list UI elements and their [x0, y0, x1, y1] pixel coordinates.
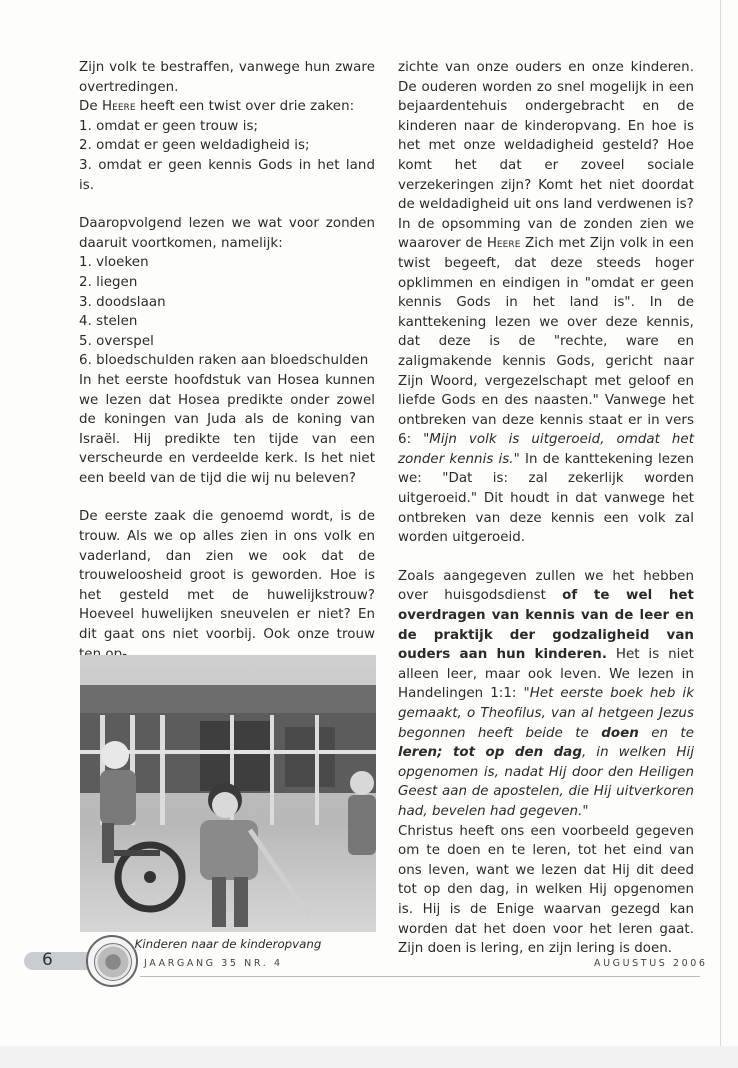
magazine-seal-logo	[86, 935, 138, 987]
left-column	[79, 58, 375, 664]
footer-rule	[140, 976, 700, 977]
heere-small-caps: Heere	[486, 236, 521, 252]
photo-caption: Kinderen naar de kinderopvang	[134, 937, 322, 951]
quote-italic: , in welken Hij opgenomen is, nadat Hij door den Heiligen Geest aan de apostelen, die Hij uitverkoren had, bevelen had gegeven."	[398, 745, 694, 819]
quote-italic: "Het eerste boek heb ik gemaakt, o Theofilus, van al hetgeen Jezus begonnen heeft beide te	[398, 686, 695, 741]
quote-italic: en te	[638, 725, 694, 741]
paragraph-gap	[398, 548, 694, 567]
issue-date: AUGUSTUS 2006	[594, 958, 708, 969]
list-item: 2. liegen	[79, 274, 138, 290]
photo-illustration	[80, 655, 376, 932]
bold-italic-emphasis: doen	[601, 725, 639, 741]
text-run: De	[79, 99, 102, 115]
right-paragraph-3	[398, 567, 694, 822]
heere-small-caps: Heere	[101, 99, 136, 115]
list-item: 3. doodslaan	[79, 294, 166, 310]
list-item: 2. omdat er geen weldadigheid is;	[79, 138, 310, 154]
text-run: Zich met Zijn volk in een twist begeeft, dat deze steeds hoger opklimmen en eindigen in "omdat er geen kennis Gods in het land is". In de kanttekening lezen we over deze kennis, dat deze is de "rechte, ware en zaligmakende kennis Gods, gericht naar Zijn Woord, vergezelschapt met geloof en liefde Gods en des naasten." Vanwege het ontbreken van deze kennis staat er in vers 6:	[398, 236, 694, 448]
list-item: 5. overspel	[79, 333, 154, 349]
bold-emphasis: of te wel het overdragen van kennis van de leer en de praktijk der godzaligheid van ouders aan hun kinderen.	[398, 588, 695, 663]
seal-emblem	[94, 943, 132, 981]
scan-bottom-band	[0, 1046, 738, 1068]
paragraph-gap	[79, 195, 375, 214]
list-item: 1. omdat er geen trouw is;	[79, 118, 259, 134]
text-run: heeft een twist over drie zaken:	[135, 99, 355, 115]
text-run: In de kanttekening lezen we: "Dat is: zal zekerlijk worden uitgeroeid." Dit houdt in dat vanwege het ontbreken van deze kennis een volk zal worden uitgeroeid.	[398, 451, 695, 546]
bold-italic-emphasis: leren	[398, 745, 438, 761]
quote-italic: "Mijn volk is uitgeroeid, omdat het zonder kennis is."	[398, 432, 694, 467]
text-run: Het is niet alleen leer, maar ook leven. We lezen in Handelingen 1:1:	[398, 647, 694, 702]
left-paragraph-2	[79, 97, 375, 117]
issue-label: JAARGANG 35 NR. 4	[144, 958, 283, 969]
list-item: 3. omdat er geen kennis Gods in het land is.	[79, 157, 375, 193]
page-number: 6	[42, 950, 53, 970]
text-run: In de opsomming van de zonden zien we waarover de	[398, 216, 694, 252]
left-paragraph-4: In het eerste hoofdstuk van Hosea kunnen we lezen dat Hosea predikte onder zowel de koningen van Juda als de koning van Israël. Hij predikte ten tijde van een verscheurde en verdeelde kerk. Is het niet een beeld van de tijd die wij nu beleven?	[79, 372, 375, 486]
right-paragraph-1: zichte van onze ouders en onze kinderen. De ouderen worden zo snel mogelijk in een bejaardentehuis ondergebracht en de kinderen naar de kinderopvang. En hoe is het met onze weldadigheid gesteld? Hoe komt het dat er zoveel sociale verzekeringen zijn? Komt het niet doordat de weldadigheid uit ons land verdwenen is?	[398, 60, 694, 213]
right-paragraph-2	[398, 215, 694, 548]
list-item: 6. bloedschulden raken aan bloedschulden	[79, 353, 369, 369]
paragraph-gap	[79, 488, 375, 507]
left-paragraph-1: Zijn volk te bestraffen, vanwege hun zware overtredingen.	[79, 60, 375, 95]
left-paragraph-3: Daaropvolgend lezen we wat voor zonden daaruit voortkomen, namelijk:	[79, 216, 375, 251]
text-run: Zoals aangegeven zullen we het hebben over huisgodsdienst	[398, 568, 694, 604]
kinderopvang-photo	[80, 655, 376, 932]
page-edge-line	[720, 0, 721, 1068]
right-column	[398, 58, 694, 959]
bold-italic-emphasis: ; tot op den dag	[437, 745, 582, 761]
list-item: 1. vloeken	[79, 255, 149, 271]
list-item: 4. stelen	[79, 314, 138, 330]
left-paragraph-5: De eerste zaak die genoemd wordt, is de trouw. Als we op alles zien in ons volk en vaderland, dan zien we ook dat de trouweloosheid groot is geworden. Hoe is het gesteld met de huwelijkstrouw? Hoeveel huwelijken sneuvelen er niet? En dit gaat ons niet voorbij. Ook onze trouw	[79, 509, 375, 643]
right-paragraph-4: Christus heeft ons een voorbeeld gegeven om te doen en te leren, tot het eind van ons leven, want we lezen dat Hij dit deed tot op den dag, in welken Hij opgenomen is. Hij is de Enige waarvan gezegd kan worden dat het doen voor het leren gaat. Zijn doen is lering, en zijn lering is doen.	[398, 823, 694, 957]
